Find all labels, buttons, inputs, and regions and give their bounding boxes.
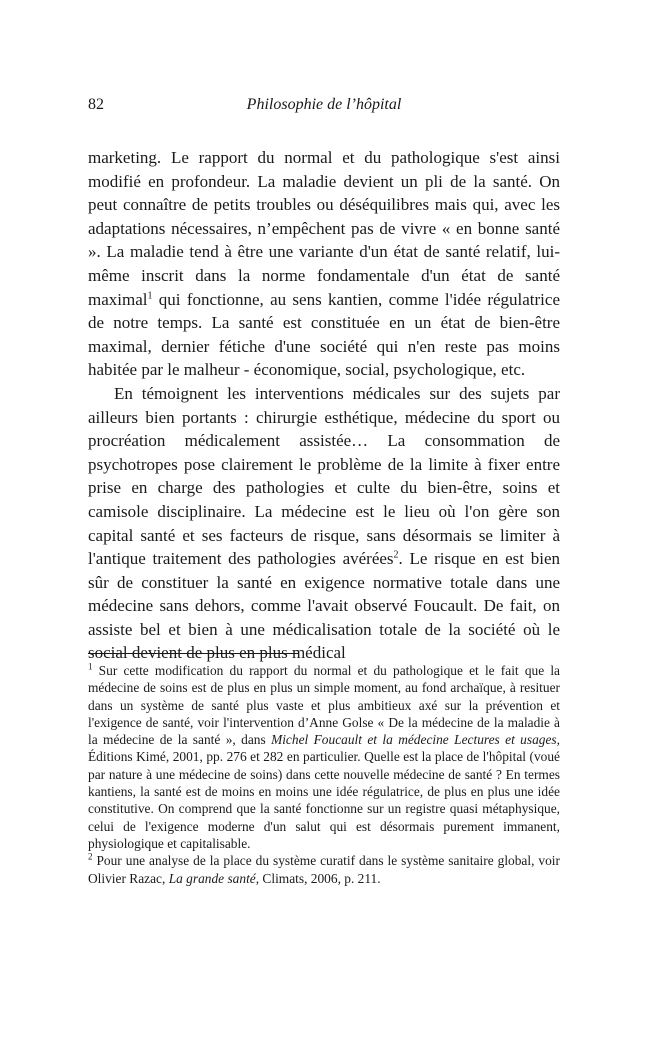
footnote-ref-2: 2 [393,549,399,561]
paragraph-1-text-a: marketing. Le rapport du normal et du pathologique s'est ainsi modifié en profondeur. La maladie devient un pli de la santé. On peut connaître de petits troubles ou déséquilibres mais qui, avec les adaptations nécessaires, n’empêchent pas de vivre « en bonne santé ». La maladie tend à être une variante d'un état de santé relatif, lui-même inscrit dans la norme fondamentale d'un état de santé maximal [88,148,560,309]
footnote-ref-1: 1 [147,289,153,301]
paragraph-2-text-a: En témoignent les interventions médicales sur des sujets par ailleurs bien portants : chirurgie esthétique, médecine du sport ou procréation médicalement assistée… La consommation de psychotropes pose clairement le problème de la limite à fixer entre prise en charge des pathologies et culte du bien-être, soins et camisole disciplinaire. La médecine est le lieu où l'on gère son capital santé et ses facteurs de risque, sans désormais se limiter à l'antique traitement des pathologies avérées [88,383,560,569]
paragraph-1-text-b: qui fonctionne, au sens kantien, comme l'idée régulatrice de notre temps. La santé est constituée en un état de bien-être maximal, dernier fétiche d'une société qui n'en reste pas moins habitée par le malheur - économique, social, psychologique, etc. [88,289,560,380]
footnote-1-text-b: , Éditions Kimé, 2001, pp. 276 et 282 en particulier. Quelle est la place de l'hôpital (voué par nature à une médecine de soins) dans cette nouvelle médecine de santé ? En termes kantiens, la santé est de moins en moins une idée régulatrice, de plus en plus une idée constitutive. On comprend que la santé fonctionne sur un registre quasi métaphysique, celui de l'exigence moderne d'un salut qui est désormais purement immanent, physiologique et capitalisable. [88,732,560,851]
footnote-2-number: 2 [88,851,93,862]
footnotes [88,662,560,887]
footnote-1-number: 1 [88,661,93,672]
paragraph-1 [88,146,560,382]
footnote-2-title: La grande santé [168,870,256,886]
footnote-1 [88,662,560,852]
running-header [88,96,560,118]
paragraph-2-text-b: . Le risque en est bien sûr de constituer la santé en exigence normative totale dans une médecine sans dehors, comme l'avait observé Foucault. De fait, on assiste bel et bien à une médicalisation totale de la société où le social devient de plus en plus médical [88,549,560,663]
page-number: 82 [88,96,104,113]
footnote-1-text-a: Sur cette modification du rapport du normal et du pathologique et le fait que la médecine de soins est de plus en plus un simple moment, au fond archaïque, à resituer dans un système de santé plus vaste et plus ambitieux axé sur la prévention et l'exigence de santé, voir l'intervention d’Anne Golse « De la médecine de la maladie à la médecine de la santé », dans [88,663,560,748]
footnote-2-text-b: , Climats, 2006, p. 211. [255,870,381,886]
footnote-divider [88,653,298,654]
main-text [88,146,560,665]
footnote-2-text-a: Pour une analyse de la place du système curatif dans le système sanitaire global, voir Olivier Razac, [88,853,560,886]
footnote-1-title: Michel Foucault et la médecine Lectures et usages [271,732,557,748]
footnote-2 [88,852,560,887]
paragraph-2 [88,382,560,665]
running-title: Philosophie de l’hôpital [246,96,402,113]
